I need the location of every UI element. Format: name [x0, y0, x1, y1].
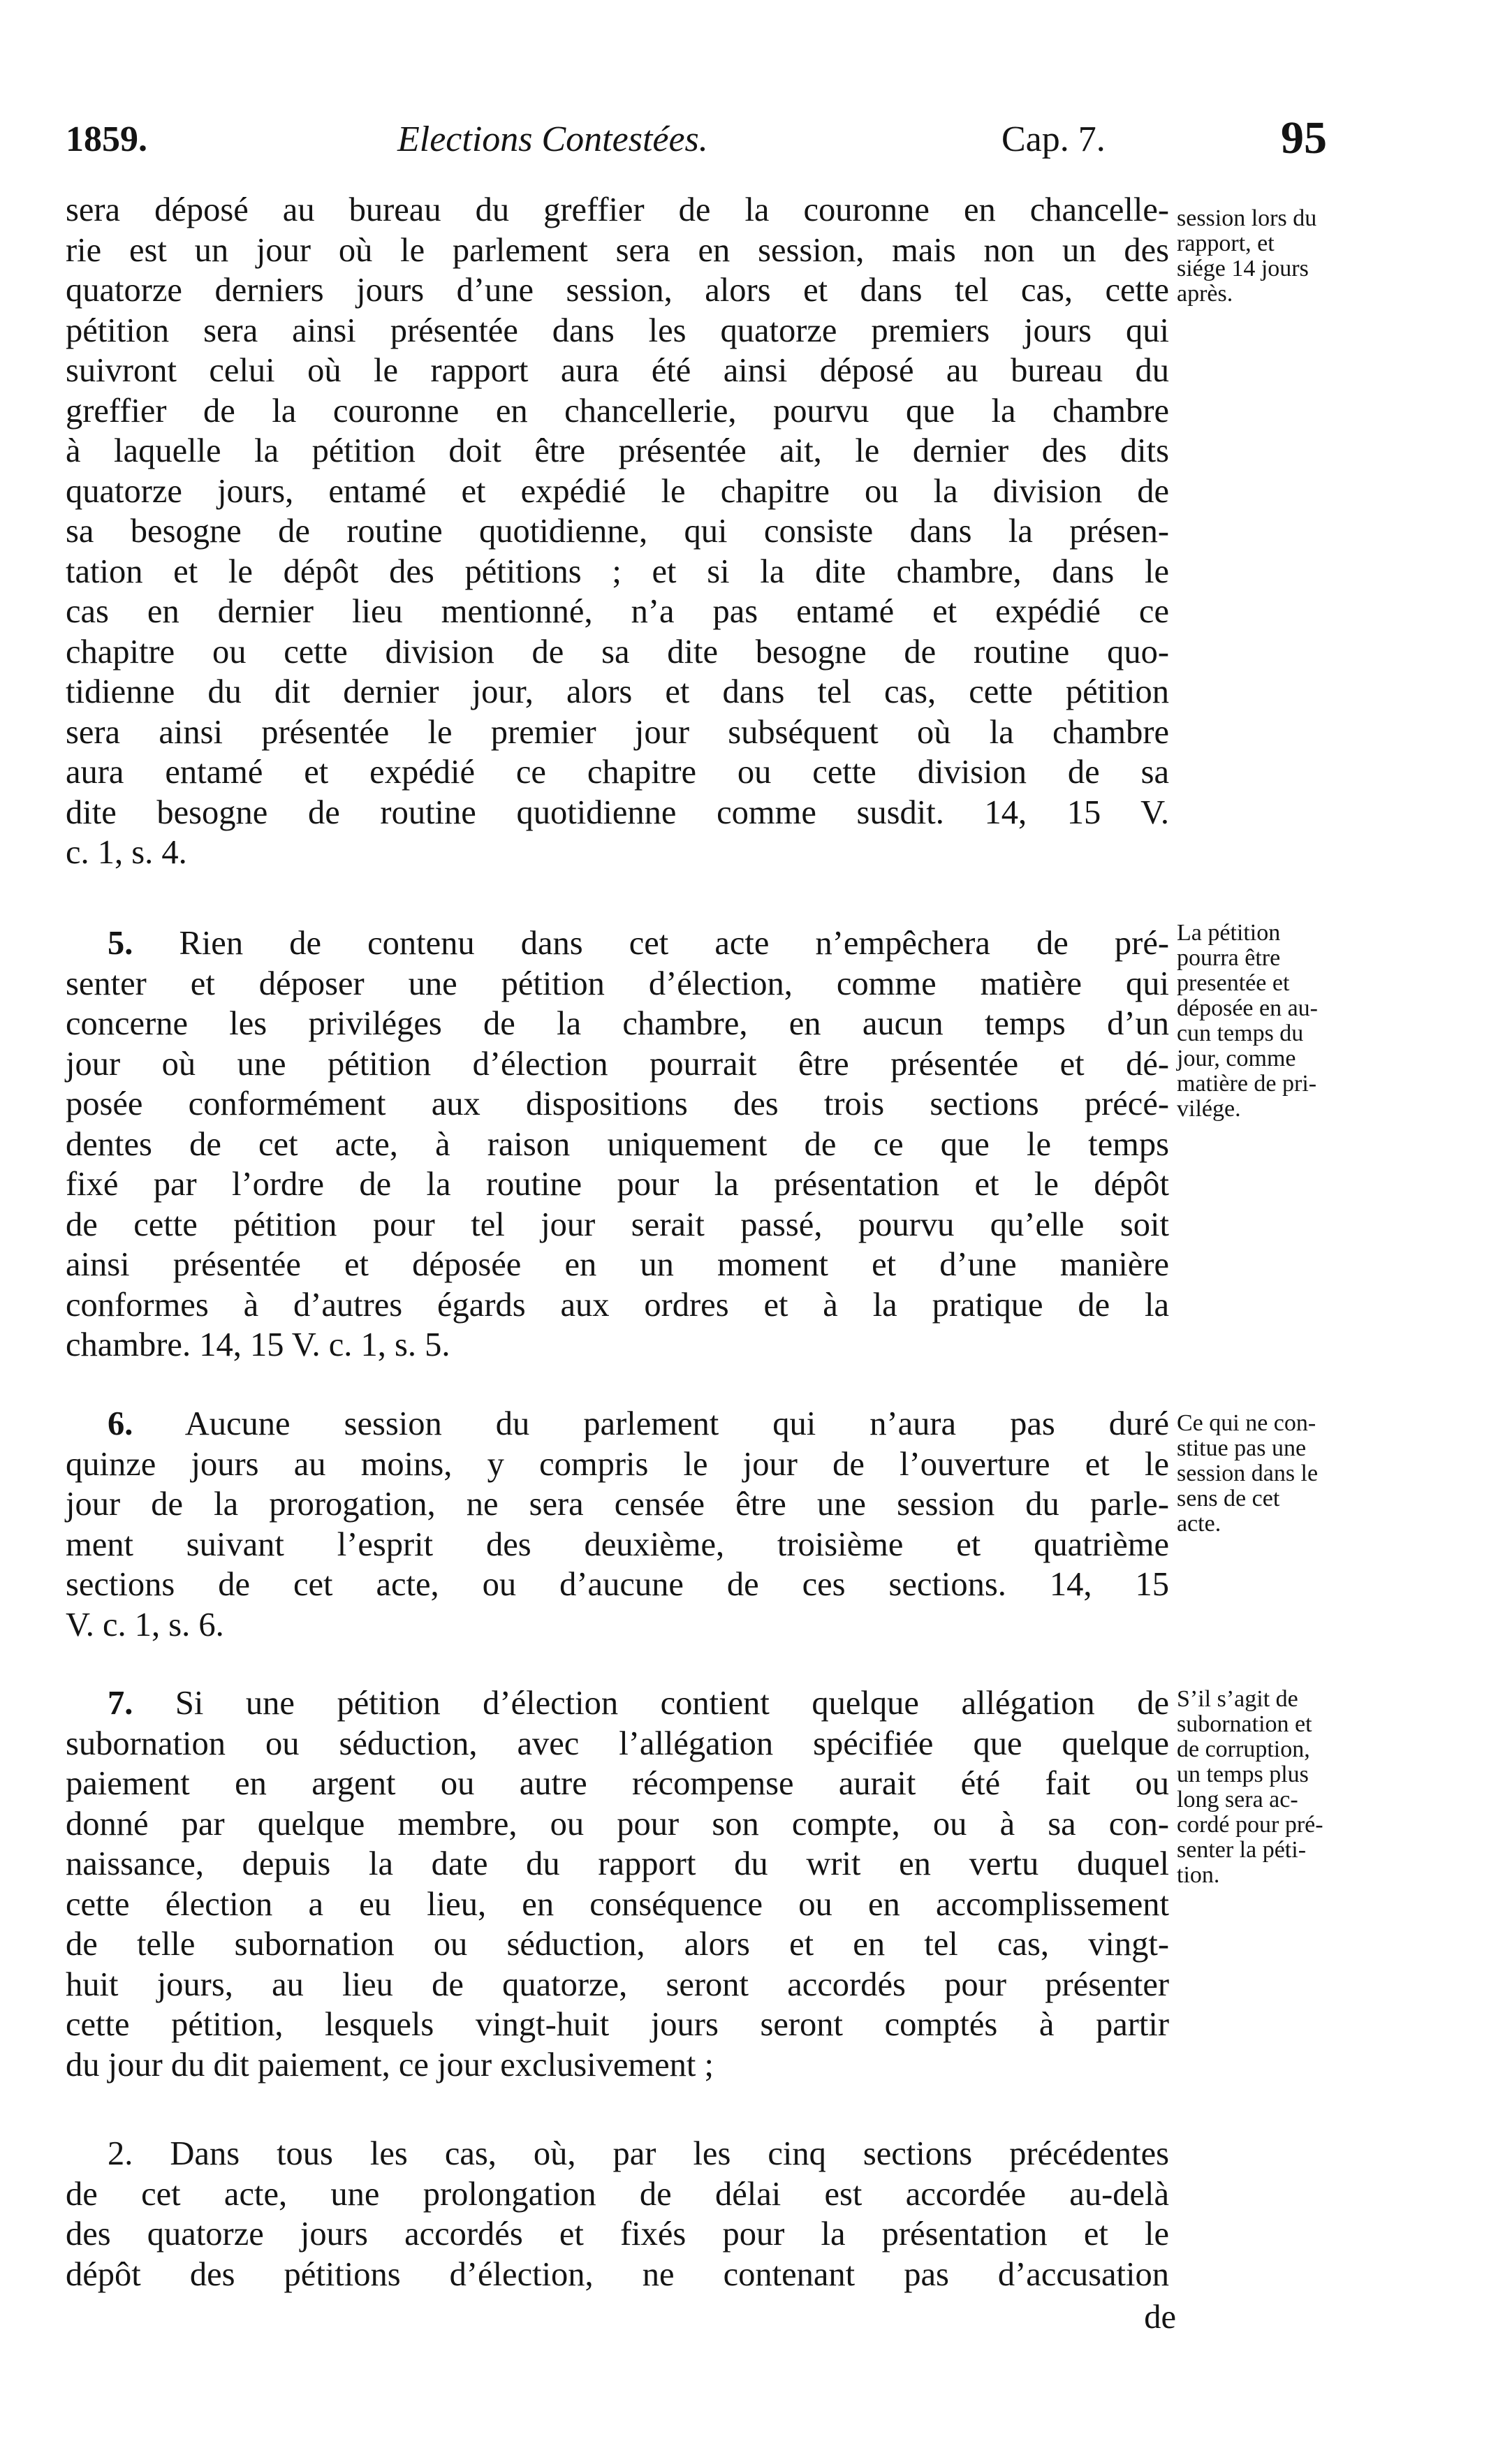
header-title: Elections Contestées.	[397, 119, 708, 159]
running-header	[66, 112, 1344, 175]
note-line: subornation et	[1177, 1711, 1312, 1737]
note-line: matière de pri-	[1177, 1071, 1317, 1097]
section-number: 7.	[108, 1685, 133, 1722]
text-line: de telle subornation ou séduction, alors et en tel cas, vingt-	[66, 1926, 1169, 1963]
text-line: paiement en argent ou autre récompense aurait été fait ou	[66, 1765, 1169, 1802]
note-line: stitue pas une	[1177, 1435, 1307, 1461]
note-line: de corruption,	[1177, 1736, 1310, 1762]
text-line: huit jours, au lieu de quatorze, seront accordés pour présenter	[66, 1965, 1169, 2003]
text-line: quinze jours au moins, y compris le jour de l’ouverture et le	[66, 1445, 1169, 1483]
text-line: aura entamé et expédié ce chapitre ou cette division de sa	[66, 754, 1169, 791]
text-line: sections de cet acte, ou d’aucune de ces sections. 14, 15	[66, 1566, 1169, 1603]
text-line: V. c. 1, s. 6.	[66, 1606, 224, 1643]
note-line: long sera ac-	[1177, 1787, 1298, 1813]
text-line: tation et le dépôt des pétitions ; et si la dite chambre, dans le	[66, 552, 1169, 590]
text-line: cas en dernier lieu mentionné, n’a pas entamé et expédié ce	[66, 593, 1169, 630]
note-line: pourra être	[1177, 945, 1281, 971]
note-line: rapport, et	[1177, 230, 1275, 256]
text-line: tidienne du dit dernier jour, alors et dans tel cas, cette pétition	[66, 673, 1169, 710]
note-line: déposée en au-	[1177, 995, 1319, 1021]
marginal-note	[1177, 921, 1379, 1122]
text-line: dépôt des pétitions d’élection, ne contenant pas d’accusation	[66, 2255, 1169, 2293]
text-line: posée conformément aux dispositions des trois sections précé-	[66, 1085, 1169, 1122]
text-line: quatorze derniers jours d’une session, alors et dans tel cas, cette	[66, 272, 1169, 309]
text-line: rie est un jour où le parlement sera en session, mais non un des	[66, 231, 1169, 269]
catchword: de	[1144, 2299, 1176, 2336]
text-line: à laquelle la pétition doit être présentée ait, le dernier des dits	[66, 432, 1169, 469]
text-line: sera déposé au bureau du greffier de la couronne en chancelle-	[66, 191, 1169, 228]
note-line: cun temps du	[1177, 1020, 1304, 1046]
paragraph-continued	[66, 190, 1169, 873]
note-line: presentée et	[1177, 970, 1290, 996]
text-line: des quatorze jours accordés et fixés pour la présentation et le	[66, 2216, 1169, 2253]
note-line: acte.	[1177, 1511, 1221, 1537]
text-line: sera ainsi présentée le premier jour subséquent où la chambre	[66, 713, 1169, 751]
text-line: concerne les priviléges de la chambre, en aucun temps d’un	[66, 1005, 1169, 1042]
page-number: 95	[1281, 112, 1327, 163]
text-line: dite besogne de routine quotidienne comme susdit. 14, 15 V.	[66, 793, 1169, 831]
text-line: dentes de cet acte, à raison uniquement de ce que le temps	[66, 1125, 1169, 1163]
text-line: 7. Si une pétition d’élection contient quelque allégation de	[108, 1685, 1169, 1722]
text-line: cette élection a eu lieu, en conséquence ou en accomplissement	[66, 1885, 1169, 1923]
text-line: chapitre ou cette division de sa dite besogne de routine quo-	[66, 633, 1169, 671]
text-line: donné par quelque membre, ou pour son compte, ou à sa con-	[66, 1805, 1169, 1843]
marginal-note	[1177, 1411, 1379, 1537]
note-line: S’il s’agit de	[1177, 1686, 1298, 1712]
text-line: jour de la prorogation, ne sera censée être une session du parle-	[66, 1486, 1169, 1523]
note-line: session lors du	[1177, 205, 1317, 231]
text-line: senter et déposer une pétition d’élection, comme matière qui	[66, 965, 1169, 1002]
note-line: siége 14 jours	[1177, 256, 1309, 281]
marginal-note	[1177, 1687, 1379, 1888]
text-line: suivront celui où le rapport aura été ainsi déposé au bureau du	[66, 352, 1169, 389]
text-line: greffier de la couronne en chancellerie, pourvu que la chambre	[66, 392, 1169, 430]
header-chapter: Cap. 7.	[1001, 119, 1106, 159]
section-7	[66, 1683, 1169, 2085]
text-line: 2. Dans tous les cas, où, par les cinq sections précédentes	[108, 2135, 1169, 2172]
text-line: cette pétition, lesquels vingt-huit jours seront comptés à partir	[66, 2006, 1169, 2043]
note-line: sens de cet	[1177, 1486, 1280, 1511]
text-line: de cet acte, une prolongation de délai est accordée au-delà	[66, 2175, 1169, 2213]
text-line: 5. Rien de contenu dans cet acte n’empêchera de pré-	[108, 925, 1169, 962]
note-line: un temps plus	[1177, 1762, 1309, 1787]
section-5	[66, 923, 1169, 1365]
text-line: chambre. 14, 15 V. c. 1, s. 5.	[66, 1326, 450, 1363]
section-6	[66, 1404, 1169, 1645]
text-line: naissance, depuis la date du rapport du writ en vertu duquel	[66, 1845, 1169, 1882]
text-line: subornation ou séduction, avec l’allégation spécifiée que quelque	[66, 1725, 1169, 1762]
text-line: c. 1, s. 4.	[66, 834, 187, 871]
text-line: conformes à d’autres égards aux ordres et à la pratique de la	[66, 1286, 1169, 1324]
text-line: pétition sera ainsi présentée dans les quatorze premiers jours qui	[66, 312, 1169, 349]
note-line: vilége.	[1177, 1096, 1241, 1122]
header-year: 1859.	[66, 119, 147, 159]
note-line: cordé pour pré-	[1177, 1812, 1323, 1838]
section-number: 5.	[108, 925, 133, 962]
subsection-2	[66, 2134, 1169, 2294]
text-line: fixé par l’ordre de la routine pour la présentation et le dépôt	[66, 1166, 1169, 1203]
text-line: 6. Aucune session du parlement qui n’aura pas duré	[108, 1405, 1169, 1442]
text-line: de cette pétition pour tel jour serait passé, pourvu qu’elle soit	[66, 1206, 1169, 1243]
note-line: session dans le	[1177, 1460, 1319, 1486]
text-line: jour où une pétition d’élection pourrait être présentée et dé-	[66, 1045, 1169, 1083]
note-line: La pétition	[1177, 920, 1281, 946]
note-line: jour, comme	[1177, 1046, 1296, 1071]
text-line: sa besogne de routine quotidienne, qui consiste dans la présen-	[66, 513, 1169, 550]
text-line: du jour du dit paiement, ce jour exclusivement ;	[66, 2046, 714, 2084]
text-line: ainsi présentée et déposée en un moment et d’une manière	[66, 1246, 1169, 1283]
note-line: après.	[1177, 281, 1233, 307]
subsection-number: 2.	[108, 2135, 133, 2172]
marginal-note	[1177, 206, 1379, 307]
note-line: senter la péti-	[1177, 1837, 1307, 1863]
section-number: 6.	[108, 1405, 133, 1442]
note-line: Ce qui ne con-	[1177, 1410, 1316, 1436]
note-line: tion.	[1177, 1862, 1220, 1888]
text-line: quatorze jours, entamé et expédié le chapitre ou la division de	[66, 472, 1169, 510]
text-line: ment suivant l’esprit des deuxième, troisième et quatrième	[66, 1525, 1169, 1563]
